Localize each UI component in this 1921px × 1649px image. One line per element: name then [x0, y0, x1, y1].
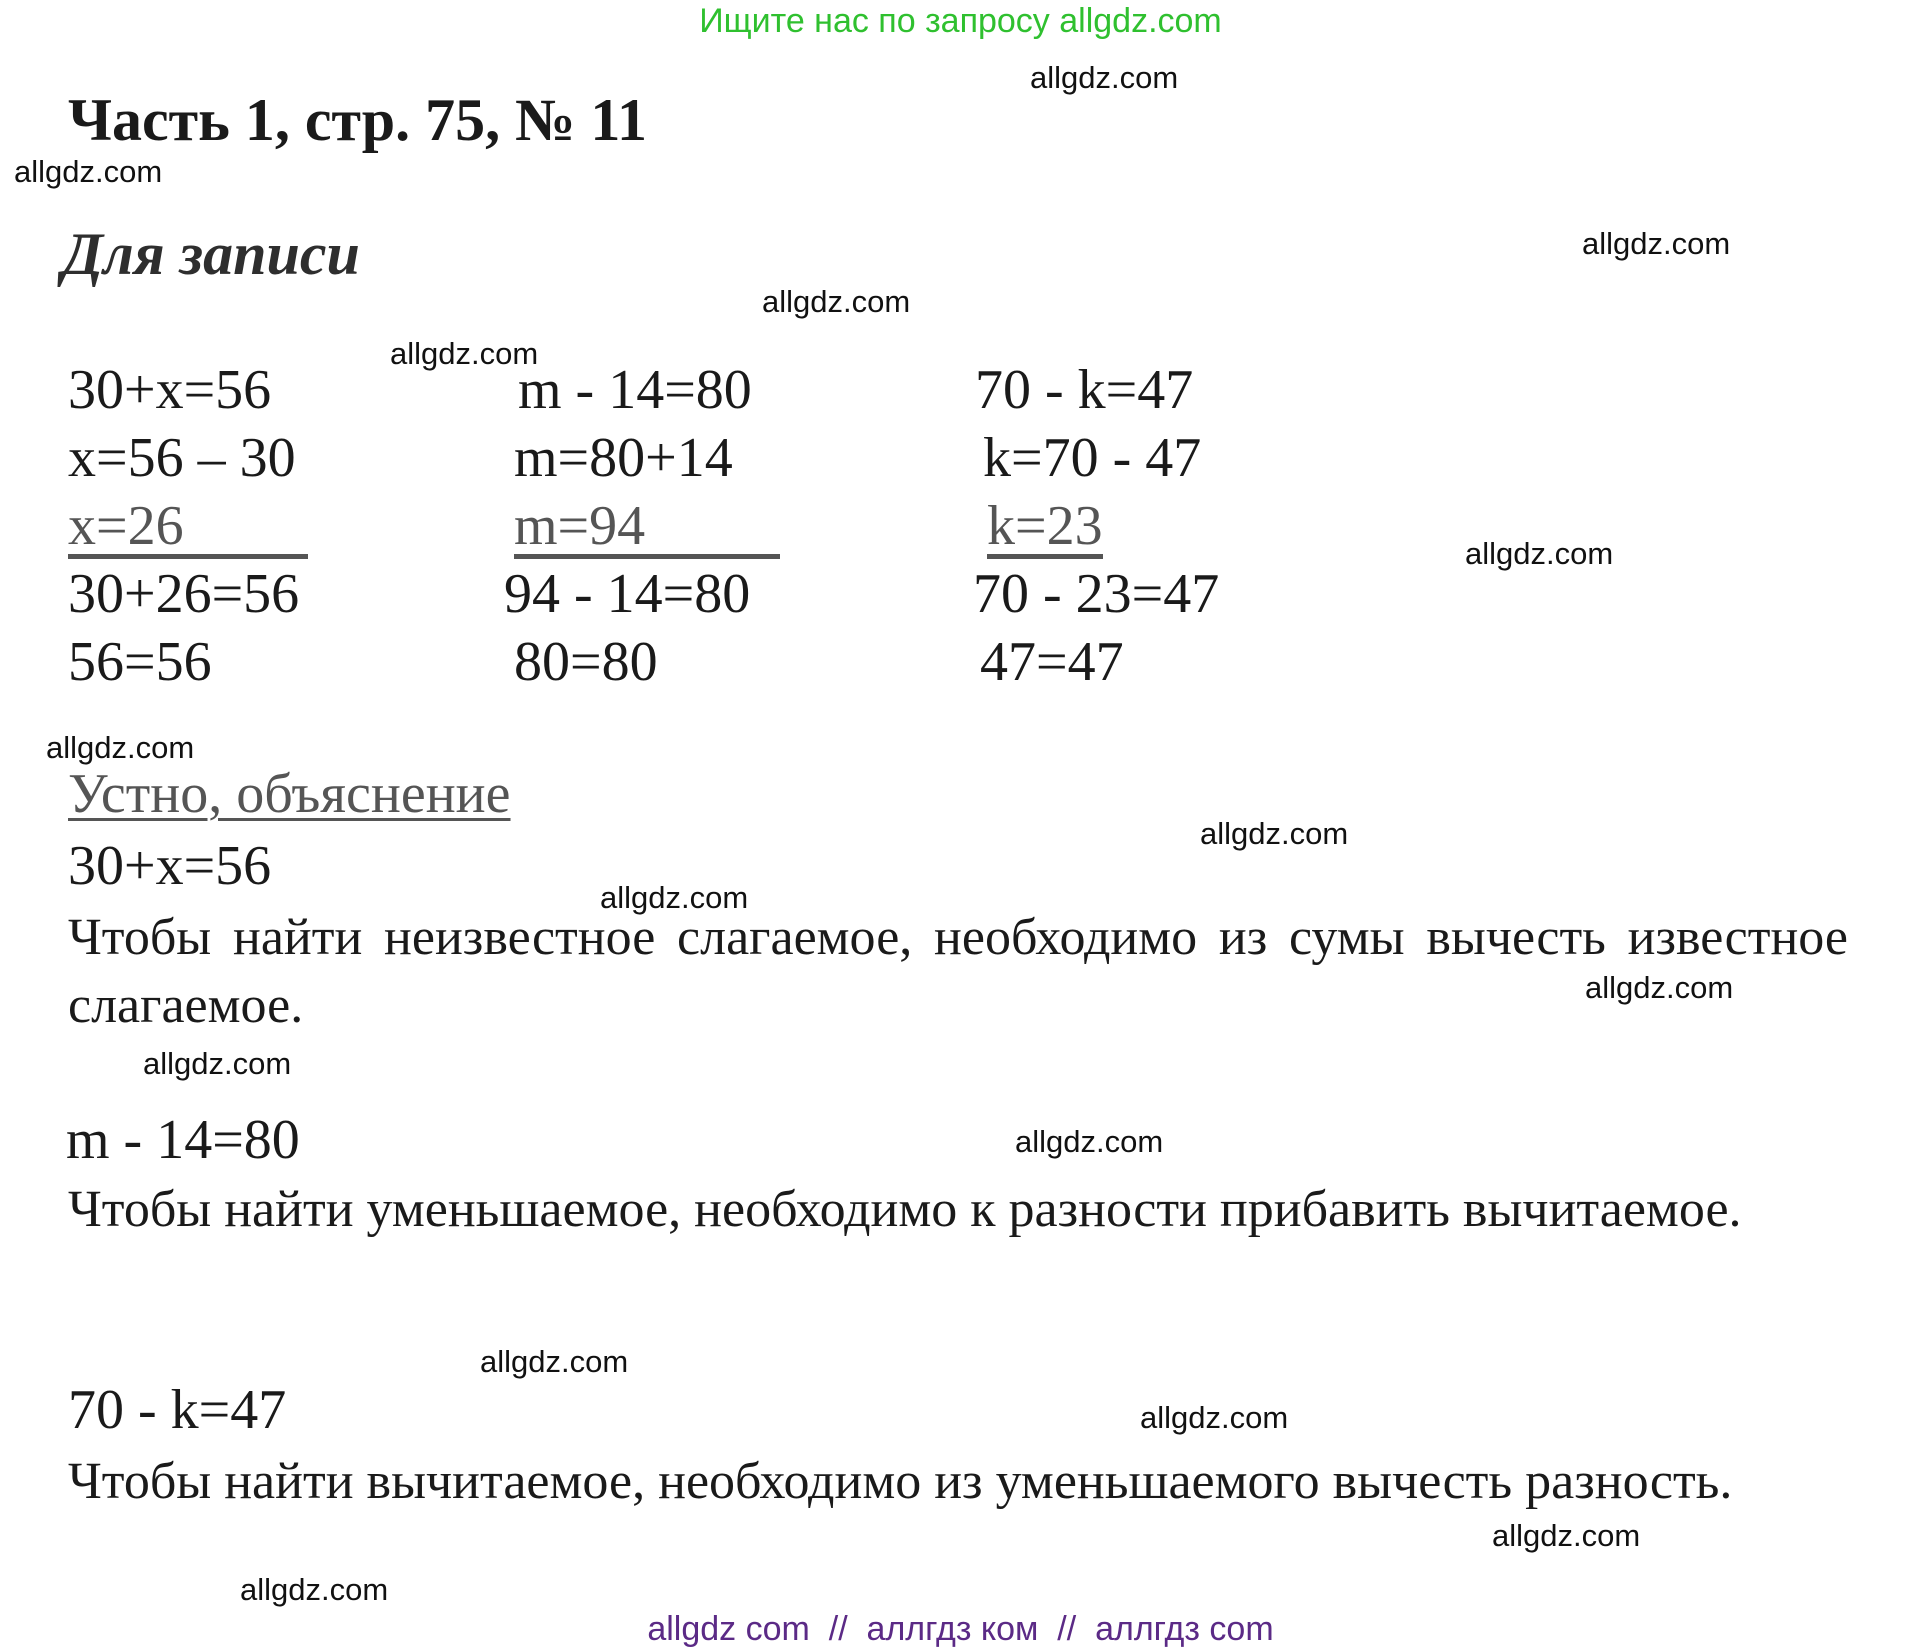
oral-equation: m - 14=80 — [66, 1109, 300, 1171]
equation-check: 80=80 — [514, 631, 658, 693]
section-title-written: Для записи — [62, 221, 360, 287]
watermark: allgdz.com — [762, 284, 911, 319]
watermark: allgdz.com — [1465, 536, 1614, 571]
equation-check: 94 - 14=80 — [504, 563, 751, 625]
watermark: allgdz.com — [600, 880, 749, 915]
watermark: allgdz.com — [1030, 60, 1179, 95]
equation-line: 70 - k=47 — [975, 359, 1194, 421]
equation-check: 47=47 — [980, 631, 1124, 693]
bottom-banner: allgdz com // аллгдз ком // аллгдз com — [647, 1610, 1274, 1648]
watermark: allgdz.com — [14, 154, 163, 189]
equation-line: k=70 - 47 — [983, 427, 1202, 489]
equation-check: 56=56 — [68, 631, 212, 693]
oral-explanation: Чтобы найти неизвестное слагаемое, необходимо из сумы вычесть известное слагаемое. — [68, 909, 1848, 1034]
equation-line: m=80+14 — [514, 427, 733, 489]
page-title: Часть 1, стр. 75, № 11 — [68, 87, 648, 153]
watermark: allgdz.com — [1200, 816, 1349, 851]
equation-result: x=26 — [68, 498, 308, 559]
watermark: allgdz.com — [1492, 1518, 1641, 1553]
watermark: allgdz.com — [1582, 226, 1731, 261]
equation-line: 30+x=56 — [68, 359, 272, 421]
equation-line: m - 14=80 — [518, 359, 752, 421]
equation-line: x=56 – 30 — [68, 427, 296, 489]
watermark: allgdz.com — [240, 1572, 389, 1607]
watermark: allgdz.com — [1140, 1400, 1289, 1435]
oral-equation: 70 - k=47 — [68, 1379, 287, 1441]
watermark: allgdz.com — [390, 336, 539, 371]
oral-explanation: Чтобы найти вычитаемое, необходимо из уменьшаемого вычесть разность. — [68, 1453, 1733, 1510]
oral-explanation: Чтобы найти уменьшаемое, необходимо к разности прибавить вычитаемое. — [68, 1181, 1742, 1238]
watermark: allgdz.com — [480, 1344, 629, 1379]
equation-check: 70 - 23=47 — [973, 563, 1220, 625]
oral-equation: 30+x=56 — [68, 835, 272, 897]
watermark: allgdz.com — [1015, 1124, 1164, 1159]
watermark: allgdz.com — [46, 730, 195, 765]
equation-result: m=94 — [514, 498, 780, 559]
watermark: allgdz.com — [1585, 970, 1734, 1005]
watermark: allgdz.com — [143, 1046, 292, 1081]
equation-result: k=23 — [987, 495, 1103, 557]
equation-check: 30+26=56 — [68, 563, 300, 625]
top-banner: Ищите нас по запросу allgdz.com — [699, 2, 1222, 40]
section-title-oral: Устно, объяснение — [68, 763, 511, 825]
